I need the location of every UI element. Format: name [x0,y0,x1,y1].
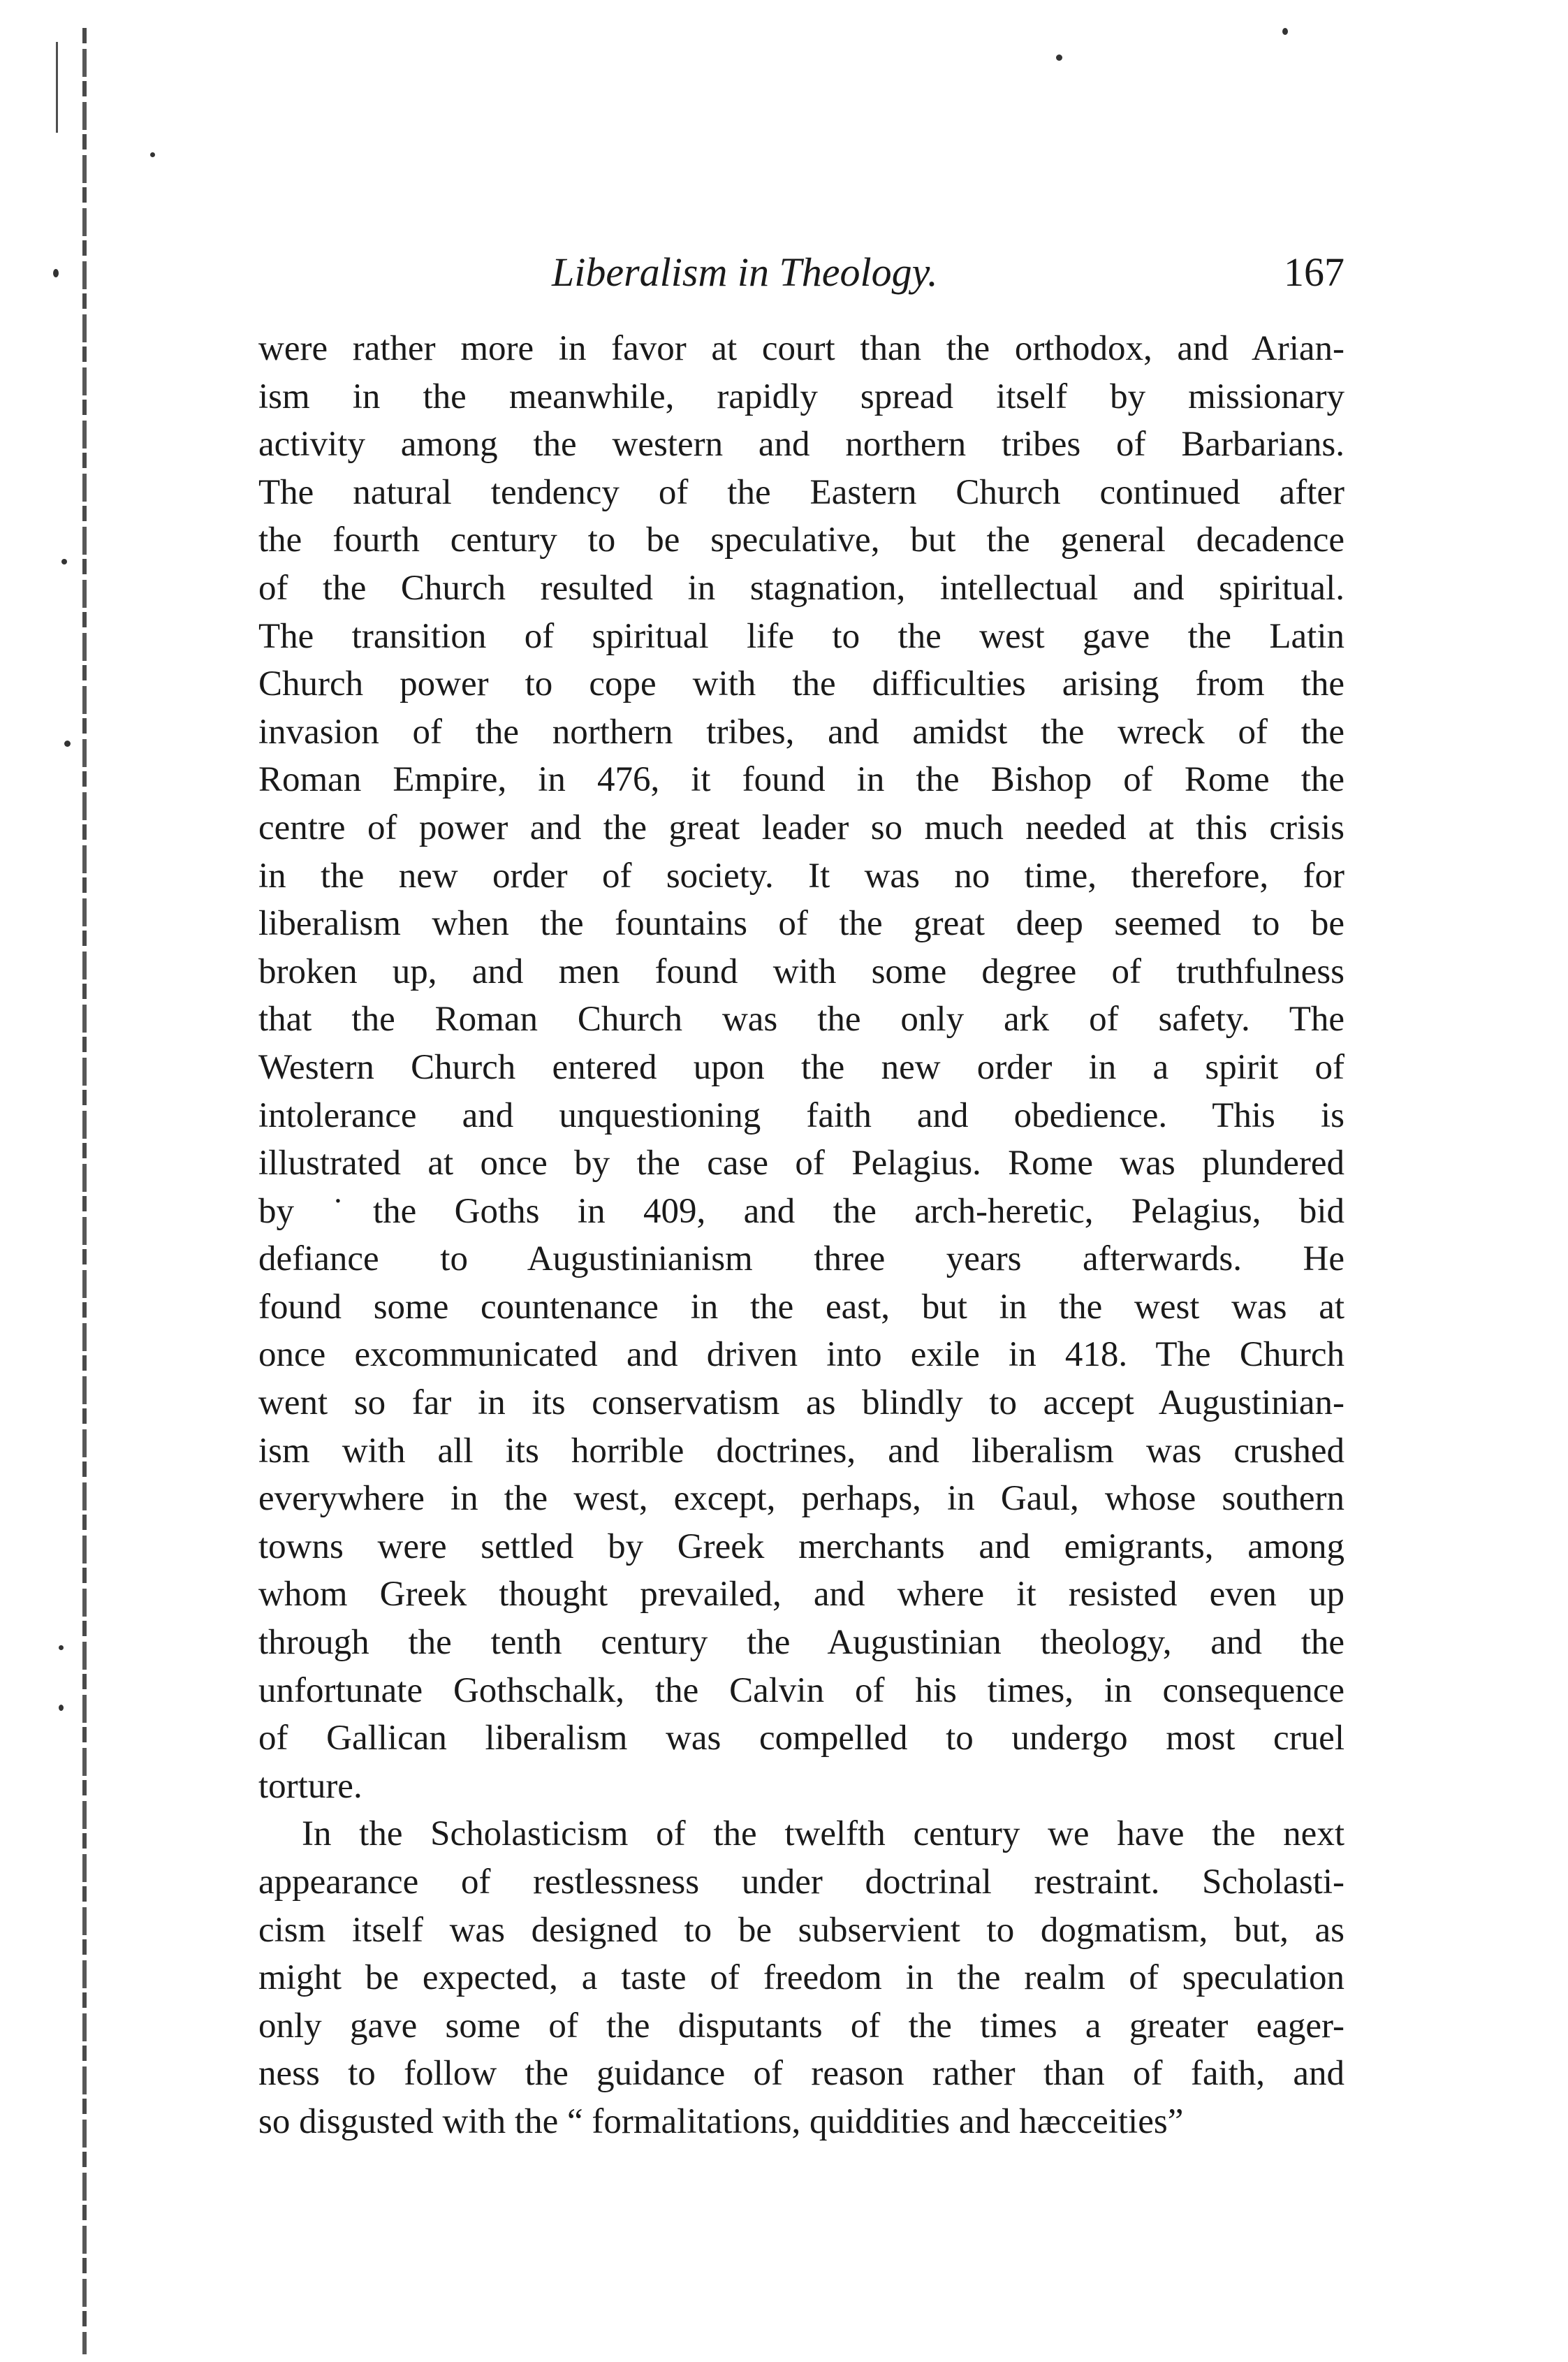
text-line: towns were settled by Greek merchants and emigrants, among [258,1526,1344,1566]
text-line: appearance of restlessness under doctrinal restraint. Scholasti- [258,1862,1344,1902]
text-line: everywhere in the west, except, perhaps, in Gaul, whose southern [258,1479,1344,1519]
text-line: defiance to Augustinianism three years afterwards. He [258,1239,1344,1279]
running-title: Liberalism in Theology. [552,249,938,295]
scan-speck [64,741,71,747]
text-line: in the new order of society. It was no time, therefore, for [258,856,1344,896]
paragraph [258,1810,1344,2145]
text-line: Roman Empire, in 476, it found in the Bishop of Rome the [258,760,1344,800]
page-number: 167 [1284,249,1344,295]
text-line: Church power to cope with the difficulties arising from the [258,664,1344,704]
text-line: broken up, and men found with some degree of truthfulness [258,952,1344,991]
text-line: whom Greek thought prevailed, and where it resisted even up [258,1575,1344,1614]
text-line: liberalism when the fountains of the great deep seemed to be [258,904,1344,944]
text-line: once excommunicated and driven into exile in 418. The Church [258,1335,1344,1375]
scan-speck [59,1705,64,1711]
text-line: Western Church entered upon the new order in a spirit of [258,1047,1344,1087]
text-line: centre of power and the great leader so much needed at this crisis [258,808,1344,847]
scan-speck [53,269,59,277]
text-line: so disgusted with the “ formalitations, quiddities and hæcceities” [258,2101,1184,2141]
text-line: that the Roman Church was the only ark of safety. The [258,1000,1344,1040]
scan-speck [1056,54,1062,61]
text-line: went so far in its conservatism as blindly to accept Augustinian- [258,1383,1344,1423]
text-line: ism in the meanwhile, rapidly spread itself by missionary [258,377,1344,416]
text-line: cism itself was designed to be subservient to dogmatism, but, as [258,1910,1344,1950]
paragraph [258,325,1344,1810]
text-line: activity among the western and northern tribes of Barbarians. [258,425,1344,465]
text-line: the fourth century to be speculative, but the general decadence [258,520,1344,560]
text-line: illustrated at once by the case of Pelagius. Rome was plundered [258,1144,1344,1183]
text-line: ism with all its horrible doctrines, and liberalism was crushed [258,1431,1344,1471]
text-line: The transition of spiritual life to the west gave the Latin [258,616,1344,656]
text-line: ness to follow the guidance of reason rather than of faith, and [258,2054,1344,2094]
text-line: might be expected, a taste of freedom in the realm of speculation [258,1958,1344,1998]
scan-speck [59,1645,64,1650]
text-line: of the Church resulted in stagnation, intellectual and spiritual. [258,568,1344,608]
text-line: invasion of the northern tribes, and amidst the wreck of the [258,712,1344,752]
text-line: found some countenance in the east, but in the west was at [258,1287,1344,1327]
scan-speck [1282,28,1288,35]
text-line: intolerance and unquestioning faith and obedience. This is [258,1095,1344,1135]
text-line: were rather more in favor at court than the orthodox, and Arian- [258,329,1344,368]
text-line: of Gallican liberalism was compelled to undergo most cruel [258,1719,1344,1758]
text-line: In the Scholasticism of the twelfth century we have the next [302,1814,1344,1854]
text-line: only gave some of the disputants of the times a greater eager- [258,2006,1344,2046]
text-line: through the tenth century the Augustinian theology, and the [258,1623,1344,1663]
body-text [258,325,1344,2146]
page-header [258,245,1344,300]
text-line: by ˙the Goths in 409, and the arch-heretic, Pelagius, bid [258,1191,1344,1231]
binding-mark [56,42,58,133]
text-line: torture. [258,1766,362,1806]
text-line: The natural tendency of the Eastern Church continued after [258,472,1344,512]
text-line: unfortunate Gothschalk, the Calvin of his times, in consequence [258,1670,1344,1710]
scan-speck [61,559,67,564]
scan-speck [150,152,155,157]
binding-edge [82,28,87,2354]
